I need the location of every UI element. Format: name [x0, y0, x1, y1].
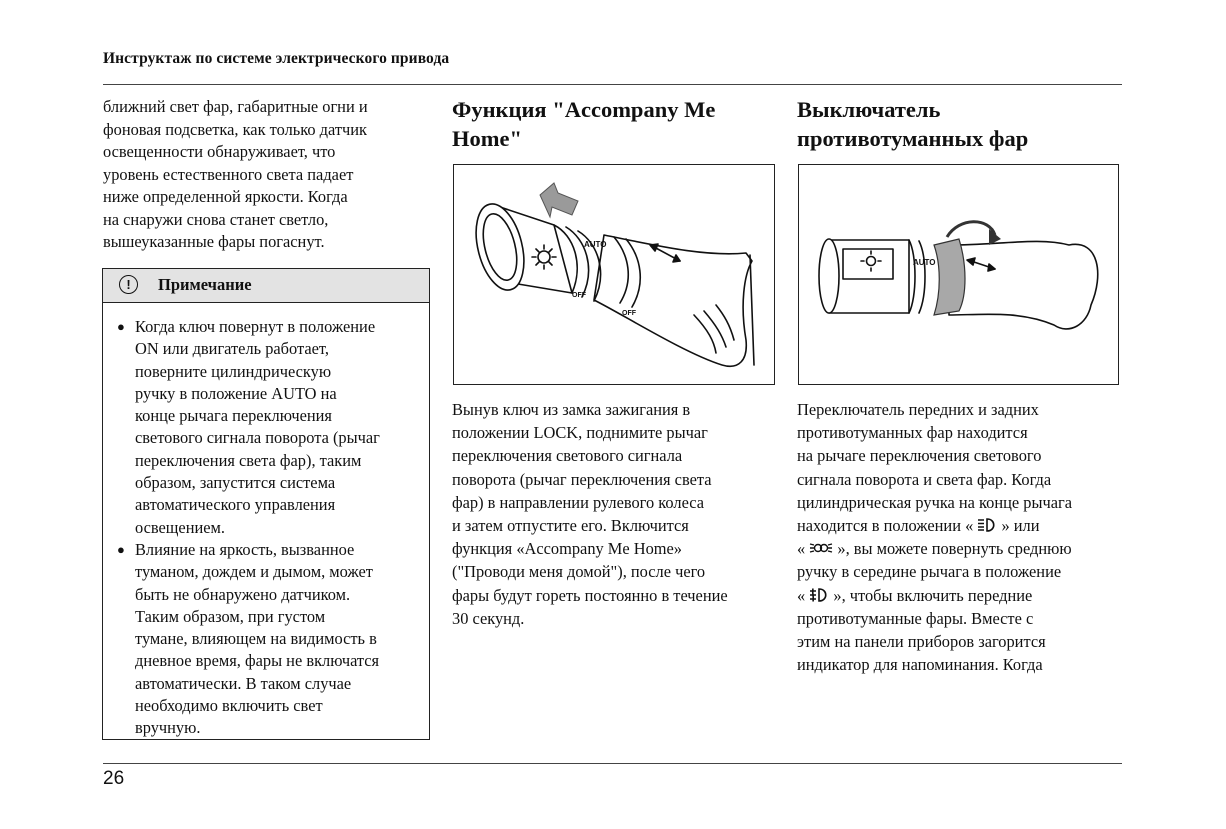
note-title: Примечание [158, 275, 252, 294]
section-heading-fog [797, 95, 1028, 153]
text-line: этим на панели приборов загорится [797, 632, 1046, 652]
text-line: « », чтобы включить передние [797, 585, 1033, 605]
text-line: противотуманные фары. Вместе с [797, 608, 1034, 628]
text-line: ("Проводи меня домой"), после чего [452, 562, 706, 582]
text-line: ниже определенной яркости. Когда [103, 187, 348, 206]
text-line: функция «Accompany Me Home» [452, 539, 683, 559]
footer-rule [103, 763, 1122, 764]
text-line: автоматического управления [135, 495, 336, 515]
text-line: Таким образом, при густом [135, 606, 326, 626]
note-box [102, 268, 430, 740]
text-line: тумане, влияющем на видимость в [135, 629, 377, 649]
text-line: уровень естественного света падает [103, 164, 354, 184]
text-line: вышеуказанные фары погаснут. [103, 232, 325, 251]
text-line: на рычаге переключения светового [797, 446, 1042, 466]
page-number: 26 [103, 768, 125, 789]
off-label-band: OFF [622, 310, 636, 317]
lever-figure-accompany [453, 164, 775, 385]
text-line: индикатор для напоминания. Когда [797, 655, 1043, 675]
text-line: фар) в направлении рулевого колеса [452, 492, 705, 512]
text-line: ручку в середине рычага в положение [797, 562, 1062, 582]
text-line: Влияние на яркость, вызванное [135, 539, 355, 559]
text-line: противотуманных фар находится [797, 423, 1028, 443]
text-line: на снаружи снова станет светло, [103, 209, 329, 229]
running-header: Инструктаж по системе электрического привода [103, 50, 450, 67]
column-1-text [103, 96, 423, 254]
text-line: поворота (рычаг переключения света [452, 469, 712, 489]
heading-line: Home" [452, 126, 522, 151]
text-line: вручную. [135, 718, 201, 738]
rotation-arrow-icon [947, 222, 995, 237]
text-line: фары будут гореть постоянно в течение [452, 585, 728, 605]
headlight-icon [977, 518, 997, 532]
section-heading-accompany [452, 95, 715, 153]
note-header [103, 269, 429, 303]
fog-ring [934, 239, 965, 315]
text-line: светового сигнала поворота (рычаг [135, 428, 380, 448]
text-line: конце рычага переключения [135, 406, 332, 426]
header-rule [103, 84, 1122, 85]
note-bullet [117, 539, 427, 740]
fog-light-lever-illustration [799, 165, 1117, 383]
text-line: цилиндрическая ручка на конце рычага [797, 492, 1073, 512]
text-line: фоновая подсветка, как только датчик [103, 119, 367, 139]
note-bullet [117, 316, 427, 539]
text-line: 30 секунд. [452, 608, 525, 628]
text-line: и затем отпустите его. Включится [452, 516, 689, 536]
text-line: переключения света фар), таким [135, 450, 362, 470]
light-switch-lever-illustration [454, 165, 773, 383]
text-line: образом, запустится система [135, 473, 336, 493]
text-line: поверните цилиндрическую [135, 361, 332, 381]
auto-label: AUTO [584, 240, 607, 249]
text-line: Вынув ключ из замка зажигания в [452, 400, 691, 419]
text-line: « », вы можете повернуть среднюю [797, 539, 1072, 559]
text-line: дневное время, фары не включатся [135, 651, 380, 671]
bullet-icon: ● [117, 319, 125, 334]
parking-light-icon [809, 541, 833, 555]
text-line: Переключатель передних и задних [797, 400, 1039, 419]
off-label: OFF [572, 292, 586, 299]
text-line: освещенности обнаруживает, что [103, 142, 336, 161]
text-line: ручку в положение AUTO на [135, 383, 337, 403]
text-line: автоматически. В таком случае [135, 673, 352, 693]
heading-line: Выключатель [797, 97, 941, 122]
text-line: ближний свет фар, габаритные огни и [103, 97, 368, 116]
front-fog-icon [809, 588, 829, 602]
heading-line: Функция "Accompany Me [452, 97, 716, 122]
bullet-icon: ● [117, 541, 125, 557]
text-line: находится в положении « » или [797, 516, 1040, 536]
text-line: сигнала поворота и света фар. Когда [797, 469, 1052, 489]
text-line: ON или двигатель работает, [135, 339, 329, 359]
column-2-text [452, 398, 777, 630]
text-line: переключения светового сигнала [452, 446, 683, 466]
column-3-text [797, 398, 1122, 676]
rotation-arrow-icon [540, 183, 578, 217]
text-line: туманом, дождем и дымом, может [135, 562, 373, 582]
auto-label: AUTO [913, 258, 936, 267]
note-body [117, 316, 427, 740]
heading-line: противотуманных фар [797, 126, 1029, 151]
text-line: необходимо включить свет [135, 696, 323, 716]
text-line: Когда ключ повернут в положение [135, 317, 376, 336]
exclamation-icon: ! [119, 275, 138, 294]
lever-figure-fog [798, 164, 1119, 385]
text-line: положении LOCK, поднимите рычаг [452, 423, 708, 443]
text-line: освещением. [135, 517, 225, 537]
text-line: быть не обнаружено датчиком. [135, 584, 351, 604]
